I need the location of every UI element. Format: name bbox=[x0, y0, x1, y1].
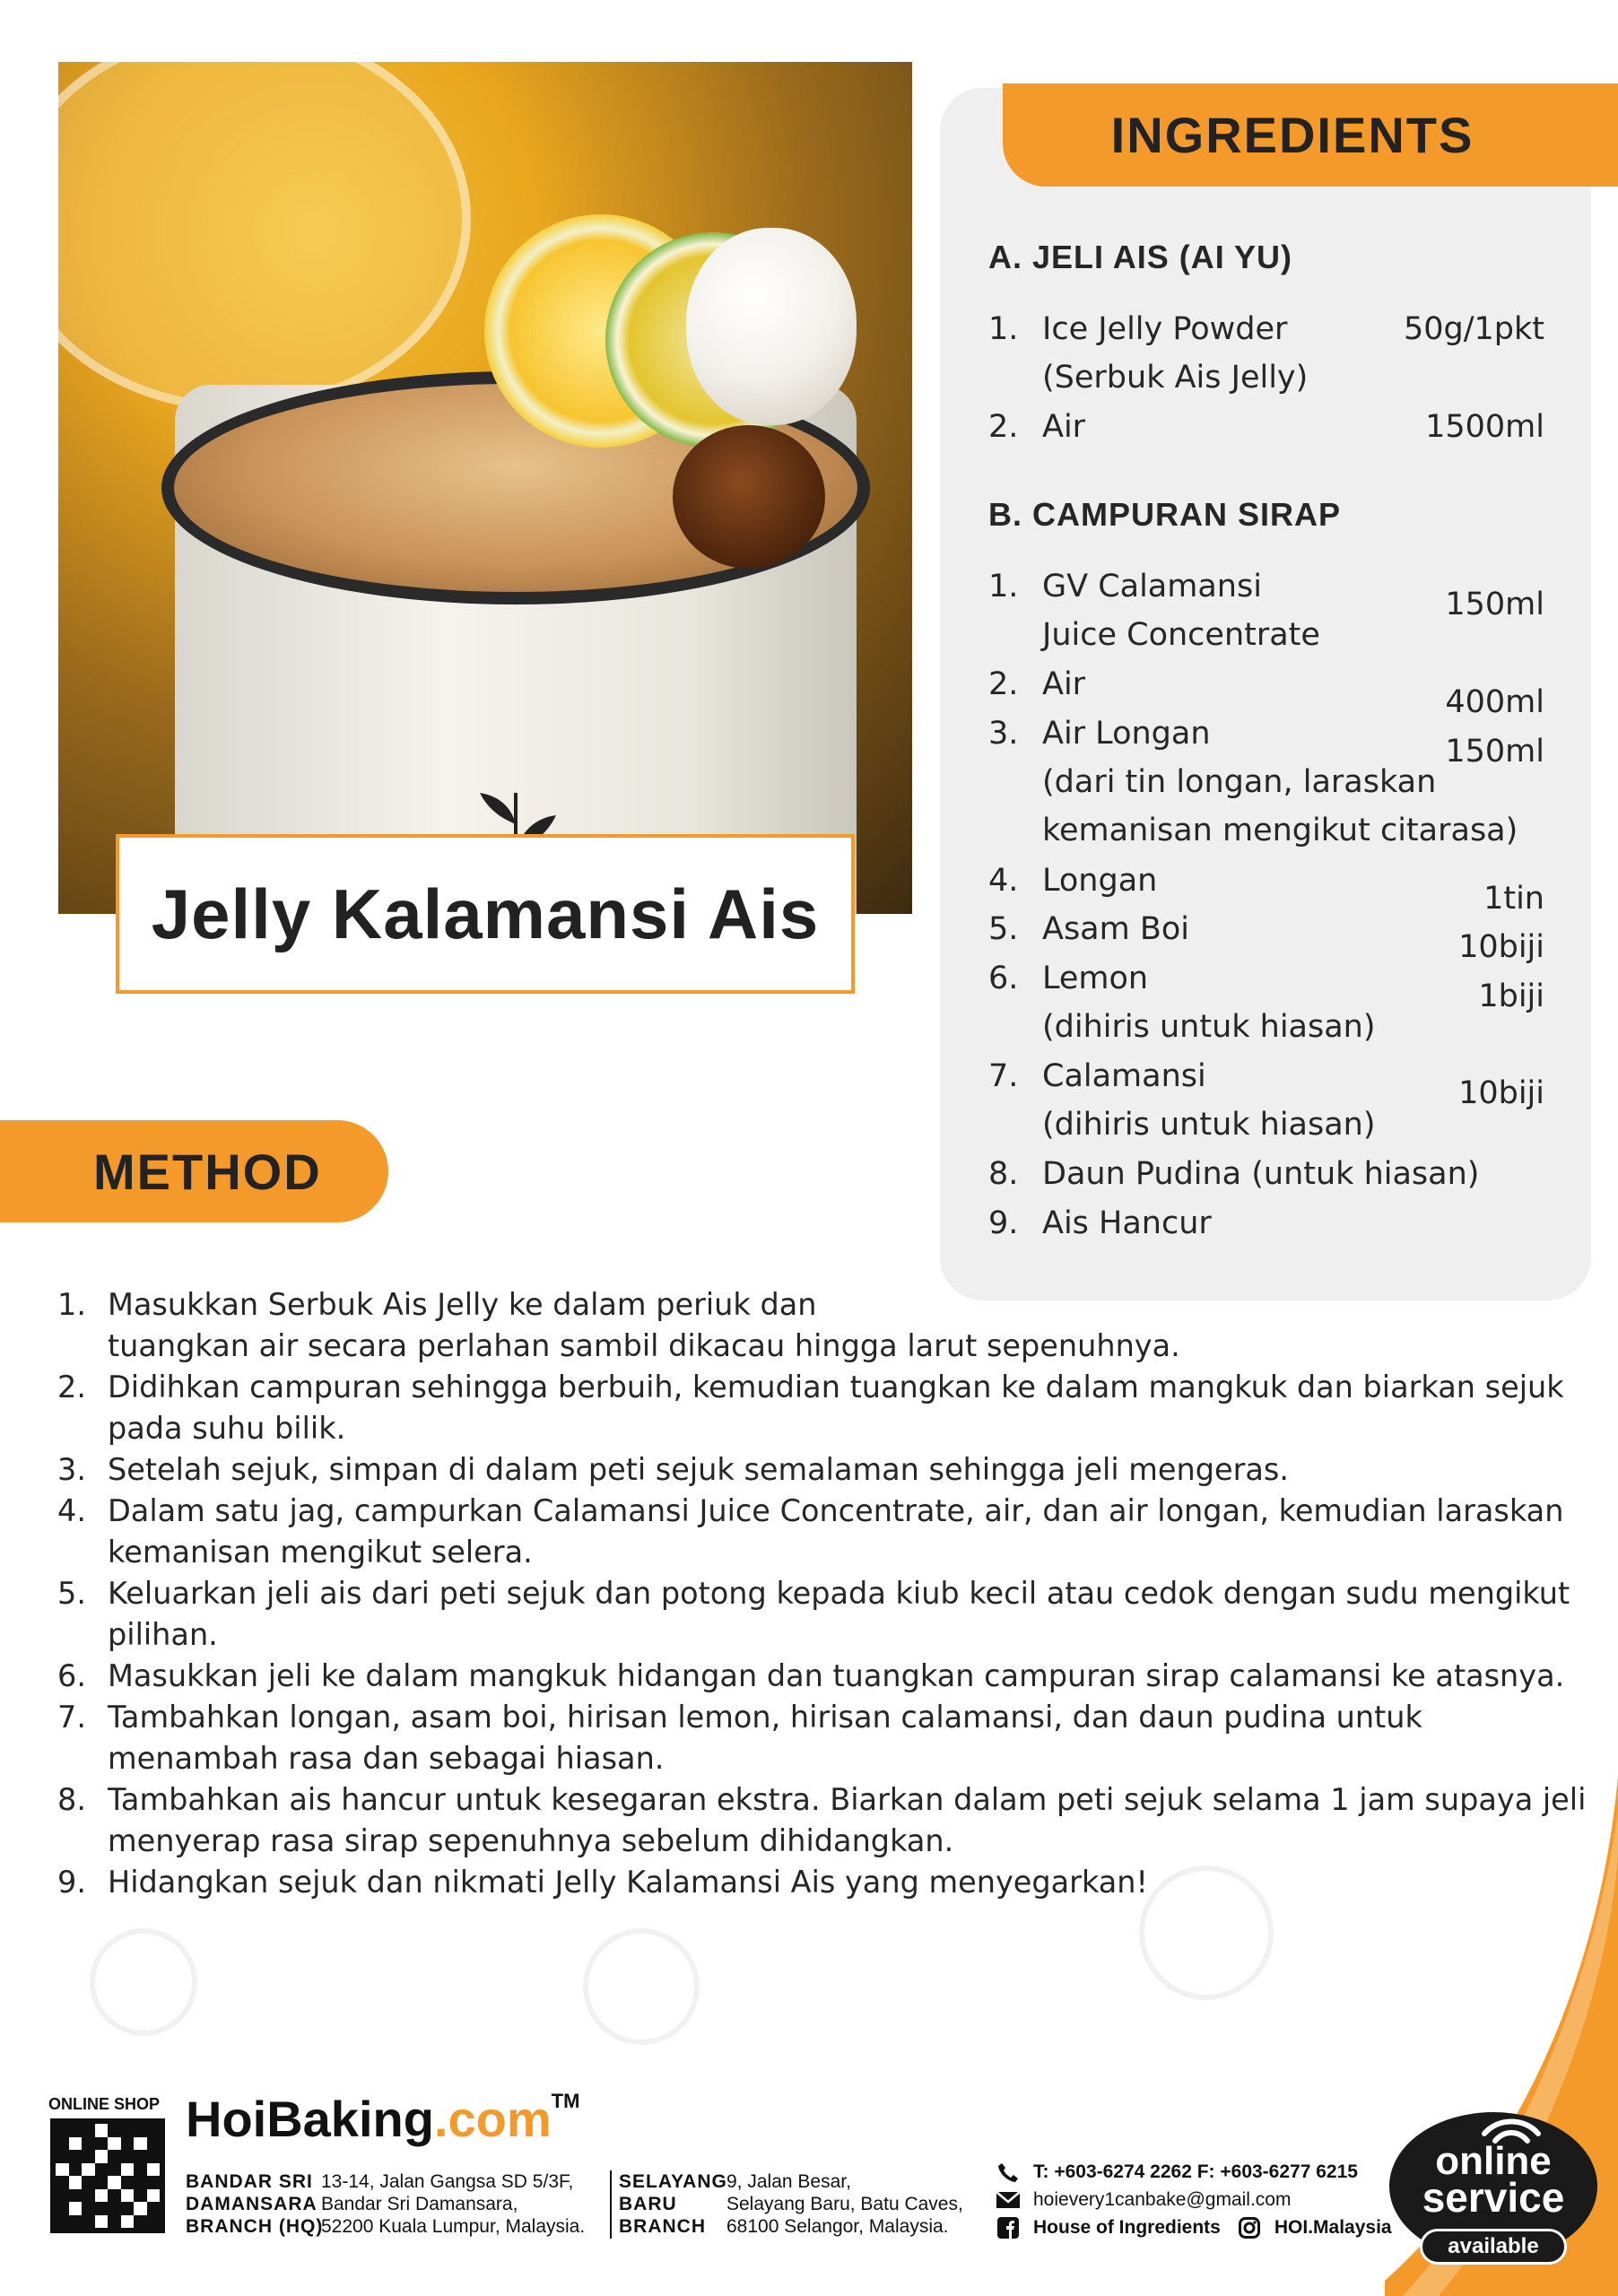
address-line: Selayang Baru, Batu Caves, bbox=[726, 2194, 963, 2214]
step-text: Tambahkan ais hancur untuk kesegaran ekstra. Biarkan dalam peti sejuk selama 1 jam supaya jeli bbox=[108, 1782, 1587, 1817]
step-num: 2. bbox=[57, 1370, 86, 1405]
branch-label-line: DAMANSARA bbox=[186, 2194, 318, 2214]
method-step bbox=[54, 1862, 1596, 1903]
ingredient-num: 8. bbox=[988, 1156, 1019, 1192]
ingredient-name: Asam Boi bbox=[1042, 911, 1189, 947]
ingredient-sub: (dari tin longan, laraskan bbox=[1042, 764, 1437, 800]
ingredient-num: 2. bbox=[988, 409, 1019, 445]
step-num: 8. bbox=[57, 1782, 86, 1817]
ingredient-name: Daun Pudina (untuk hiasan) bbox=[1042, 1156, 1480, 1192]
online-service-badge[interactable] bbox=[1386, 2103, 1601, 2263]
branch-label-line: BRANCH (HQ) bbox=[186, 2216, 324, 2237]
ingredient-num: 1. bbox=[988, 569, 1019, 604]
step-num: 3. bbox=[57, 1452, 86, 1487]
method-step bbox=[54, 1573, 1596, 1656]
step-text: Keluarkan jeli ais dari peti sejuk dan potong kepada kiub kecil atau cedok dengan sudu mengikut bbox=[108, 1576, 1570, 1611]
ingredient-qty: 10biji bbox=[1458, 1075, 1544, 1111]
brand-logo[interactable] bbox=[186, 2090, 579, 2148]
ingredient-num: 3. bbox=[988, 716, 1019, 752]
ingredient-name: Lemon bbox=[1042, 961, 1149, 996]
ingredient-qty: 150ml bbox=[1445, 587, 1544, 622]
section-a-title: A. JELI AIS (AI YU) bbox=[988, 239, 1293, 275]
method-step bbox=[54, 1284, 1596, 1367]
ingredient-num: 6. bbox=[988, 961, 1019, 996]
ingredient-num: 1. bbox=[988, 311, 1019, 347]
step-num: 4. bbox=[57, 1493, 86, 1528]
method-step bbox=[54, 1697, 1596, 1779]
mail-icon bbox=[996, 2189, 1021, 2211]
step-num: 9. bbox=[57, 1865, 86, 1900]
step-text: Didihkan campuran sehingga berbuih, kemudian tuangkan ke dalam mangkuk dan biarkan sejuk bbox=[108, 1370, 1564, 1405]
step-text: menambah rasa dan sebagai hiasan. bbox=[108, 1741, 665, 1776]
ingredient-num: 9. bbox=[988, 1205, 1019, 1241]
contact-phone[interactable] bbox=[996, 2161, 1358, 2183]
branch-label-line: BARU bbox=[619, 2194, 677, 2214]
branch-selayang-label bbox=[619, 2170, 727, 2238]
phone-text: T: +603-6274 2262 F: +603-6277 6215 bbox=[1033, 2161, 1358, 2182]
method-step bbox=[54, 1449, 1596, 1491]
method-steps bbox=[54, 1284, 1596, 1903]
method-step bbox=[54, 1367, 1596, 1449]
ingredient-sub: (Serbuk Ais Jelly) bbox=[1042, 360, 1309, 396]
facebook-text: House of Ingredients bbox=[1033, 2217, 1221, 2238]
step-text: Setelah sejuk, simpan di dalam peti sejuk semalaman sehingga jeli mengeras. bbox=[108, 1452, 1290, 1487]
ingredient-sub: kemanisan mengikut citarasa) bbox=[1042, 813, 1518, 848]
step-text: Dalam satu jag, campurkan Calamansi Juice Concentrate, air, dan air longan, kemudian laraskan bbox=[108, 1493, 1564, 1528]
brand-domain: .com bbox=[433, 2091, 552, 2147]
ingredient-name: Air bbox=[1042, 409, 1086, 445]
background-doodle bbox=[583, 1928, 700, 2045]
step-text: menyerap rasa sirap sepenuhnya sebelum dihidangkan. bbox=[108, 1823, 954, 1858]
step-num: 7. bbox=[57, 1700, 86, 1735]
contact-email[interactable] bbox=[996, 2189, 1291, 2211]
background-doodle bbox=[90, 1928, 197, 2036]
ingredient-name: Calamansi bbox=[1042, 1058, 1206, 1094]
badge-line3: available bbox=[1420, 2229, 1567, 2265]
step-text: Masukkan Serbuk Ais Jelly ke dalam periuk dan bbox=[108, 1287, 817, 1322]
branch-hq-address bbox=[321, 2170, 585, 2238]
ingredient-qty: 150ml bbox=[1445, 734, 1544, 770]
instagram-text: HOI.Malaysia bbox=[1274, 2217, 1392, 2238]
ingredient-qty: 1biji bbox=[1478, 978, 1544, 1014]
step-text: Tambahkan longan, asam boi, hirisan lemon, hirisan calamansi, dan daun pudina untuk bbox=[108, 1700, 1422, 1735]
recipe-photo bbox=[58, 62, 912, 914]
ingredient-qty: 400ml bbox=[1445, 684, 1544, 720]
recipe-title-box bbox=[116, 834, 855, 994]
step-text: kemanisan mengikut selera. bbox=[108, 1535, 533, 1570]
footer-divider bbox=[610, 2170, 612, 2239]
method-heading: METHOD bbox=[93, 1143, 322, 1200]
step-text: pada suhu bilik. bbox=[108, 1411, 346, 1446]
step-num: 6. bbox=[57, 1658, 86, 1693]
ingredient-num: 7. bbox=[988, 1058, 1019, 1094]
branch-label-line: BRANCH bbox=[619, 2216, 706, 2237]
instagram-icon bbox=[1237, 2217, 1262, 2239]
method-step bbox=[54, 1491, 1596, 1573]
step-num: 1. bbox=[57, 1287, 86, 1322]
step-text: pilihan. bbox=[108, 1617, 218, 1652]
step-num: 5. bbox=[57, 1576, 86, 1611]
ingredient-name: GV Calamansi bbox=[1042, 569, 1262, 604]
step-text: tuangkan air secara perlahan sambil dikacau hingga larut sepenuhnya. bbox=[108, 1328, 1180, 1363]
branch-label-line: BANDAR SRI bbox=[186, 2171, 313, 2192]
step-text: Masukkan jeli ke dalam mangkuk hidangan dan tuangkan campuran sirap calamansi ke atasnya. bbox=[108, 1658, 1565, 1693]
email-text: hoievery1canbake@gmail.com bbox=[1033, 2189, 1292, 2210]
method-header bbox=[0, 1120, 388, 1222]
ingredient-name: Air Longan bbox=[1042, 716, 1211, 752]
contact-social[interactable] bbox=[996, 2217, 1392, 2239]
ingredient-name: Air bbox=[1042, 666, 1086, 702]
ingredient-sub: Juice Concentrate bbox=[1042, 617, 1320, 653]
address-line: 9, Jalan Besar, bbox=[726, 2171, 851, 2192]
ingredients-header bbox=[1003, 83, 1618, 187]
address-line: Bandar Sri Damansara, bbox=[321, 2194, 518, 2214]
qr-code-icon[interactable] bbox=[50, 2118, 165, 2233]
ingredient-name: Longan bbox=[1042, 863, 1158, 899]
branch-label-line: SELAYANG bbox=[619, 2171, 727, 2192]
ingredient-qty: 1500ml bbox=[1425, 409, 1544, 445]
address-line: 52200 Kuala Lumpur, Malaysia. bbox=[321, 2216, 586, 2237]
address-line: 68100 Selangor, Malaysia. bbox=[726, 2216, 949, 2237]
step-text: Hidangkan sejuk dan nikmati Jelly Kalamansi Ais yang menyegarkan! bbox=[108, 1865, 1148, 1900]
ingredient-sub: (dihiris untuk hiasan) bbox=[1042, 1009, 1376, 1045]
ingredient-qty: 1tin bbox=[1483, 881, 1544, 917]
address-line: 13-14, Jalan Gangsa SD 5/3F, bbox=[321, 2171, 574, 2192]
method-step bbox=[54, 1779, 1596, 1862]
branch-hq-label bbox=[186, 2170, 323, 2238]
ingredients-heading: INGREDIENTS bbox=[1110, 107, 1474, 163]
ingredient-num: 5. bbox=[988, 911, 1019, 947]
badge-line2: service bbox=[1422, 2174, 1565, 2221]
badge-line1: online bbox=[1435, 2139, 1552, 2183]
ingredient-num: 4. bbox=[988, 863, 1019, 899]
section-b-title: B. CAMPURAN SIRAP bbox=[988, 496, 1342, 533]
ingredient-name: Ais Hancur bbox=[1042, 1205, 1212, 1241]
online-shop-label: ONLINE SHOP bbox=[48, 2095, 161, 2113]
brand-name: HoiBaking bbox=[186, 2091, 434, 2147]
facebook-icon bbox=[996, 2217, 1021, 2239]
phone-icon bbox=[996, 2161, 1021, 2183]
ingredient-qty: 50g/1pkt bbox=[1403, 311, 1544, 347]
ingredient-qty: 10biji bbox=[1458, 929, 1544, 965]
recipe-title: Jelly Kalamansi Ais bbox=[151, 874, 820, 953]
ingredient-sub: (dihiris untuk hiasan) bbox=[1042, 1107, 1376, 1143]
method-step bbox=[54, 1656, 1596, 1697]
branch-selayang-address bbox=[726, 2170, 963, 2238]
trademark: TM bbox=[551, 2090, 580, 2112]
ingredient-num: 2. bbox=[988, 666, 1019, 702]
ingredient-name: Ice Jelly Powder bbox=[1042, 311, 1288, 347]
